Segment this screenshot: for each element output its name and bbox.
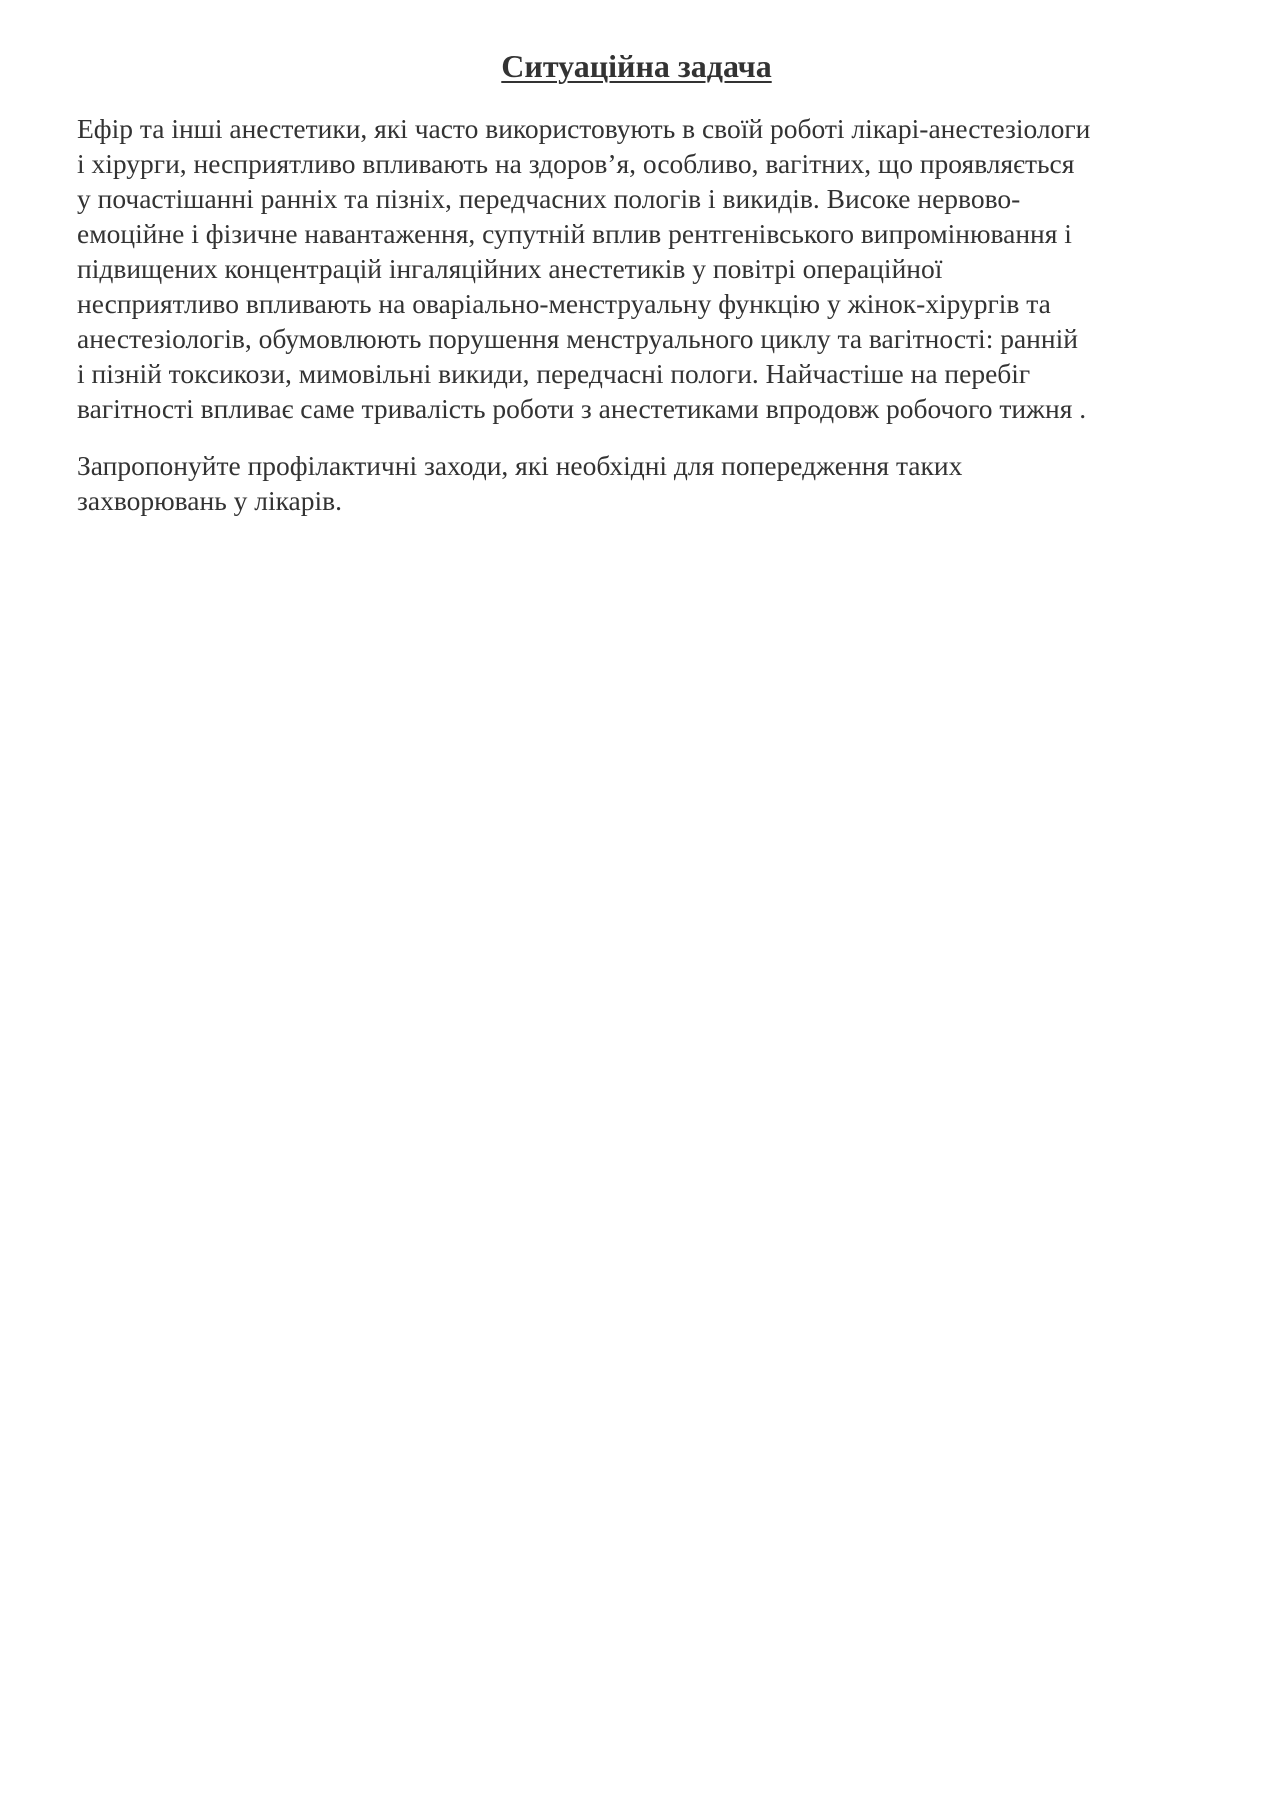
case-description-paragraph: Ефір та інші анестетики, які часто використовують в своїй роботі лікарі-анестезіологи і хірурги, несприятливо впливають на здоров’я, особливо, вагітних, що проявляється у почастішанні ранніх та пізніх, передчасних пологів і викидів. Високе нервово- емоційне і фізичне навантаження, супутній вплив рентгенівського випромінювання і підвищених концентрацій інгаляційних анестетиків у повітрі операційної несприятливо впливають на оваріально-менструальну функцію у жінок-хірургів та анестезіологів, обумовлюють порушення менструального циклу та вагітності: ранній і пізній токсикози, мимовільні викиди, передчасні пологи. Найчастіше на перебіг вагітності впливає саме тривалість роботи з анестетиками впродовж робочого тижня . [77,113,1091,424]
page-title: Ситуаційна задача [501,48,772,84]
task-question-paragraph: Запропонуйте профілактичні заходи, які необхідні для попередження таких захворювань у лікарів. [77,450,963,516]
